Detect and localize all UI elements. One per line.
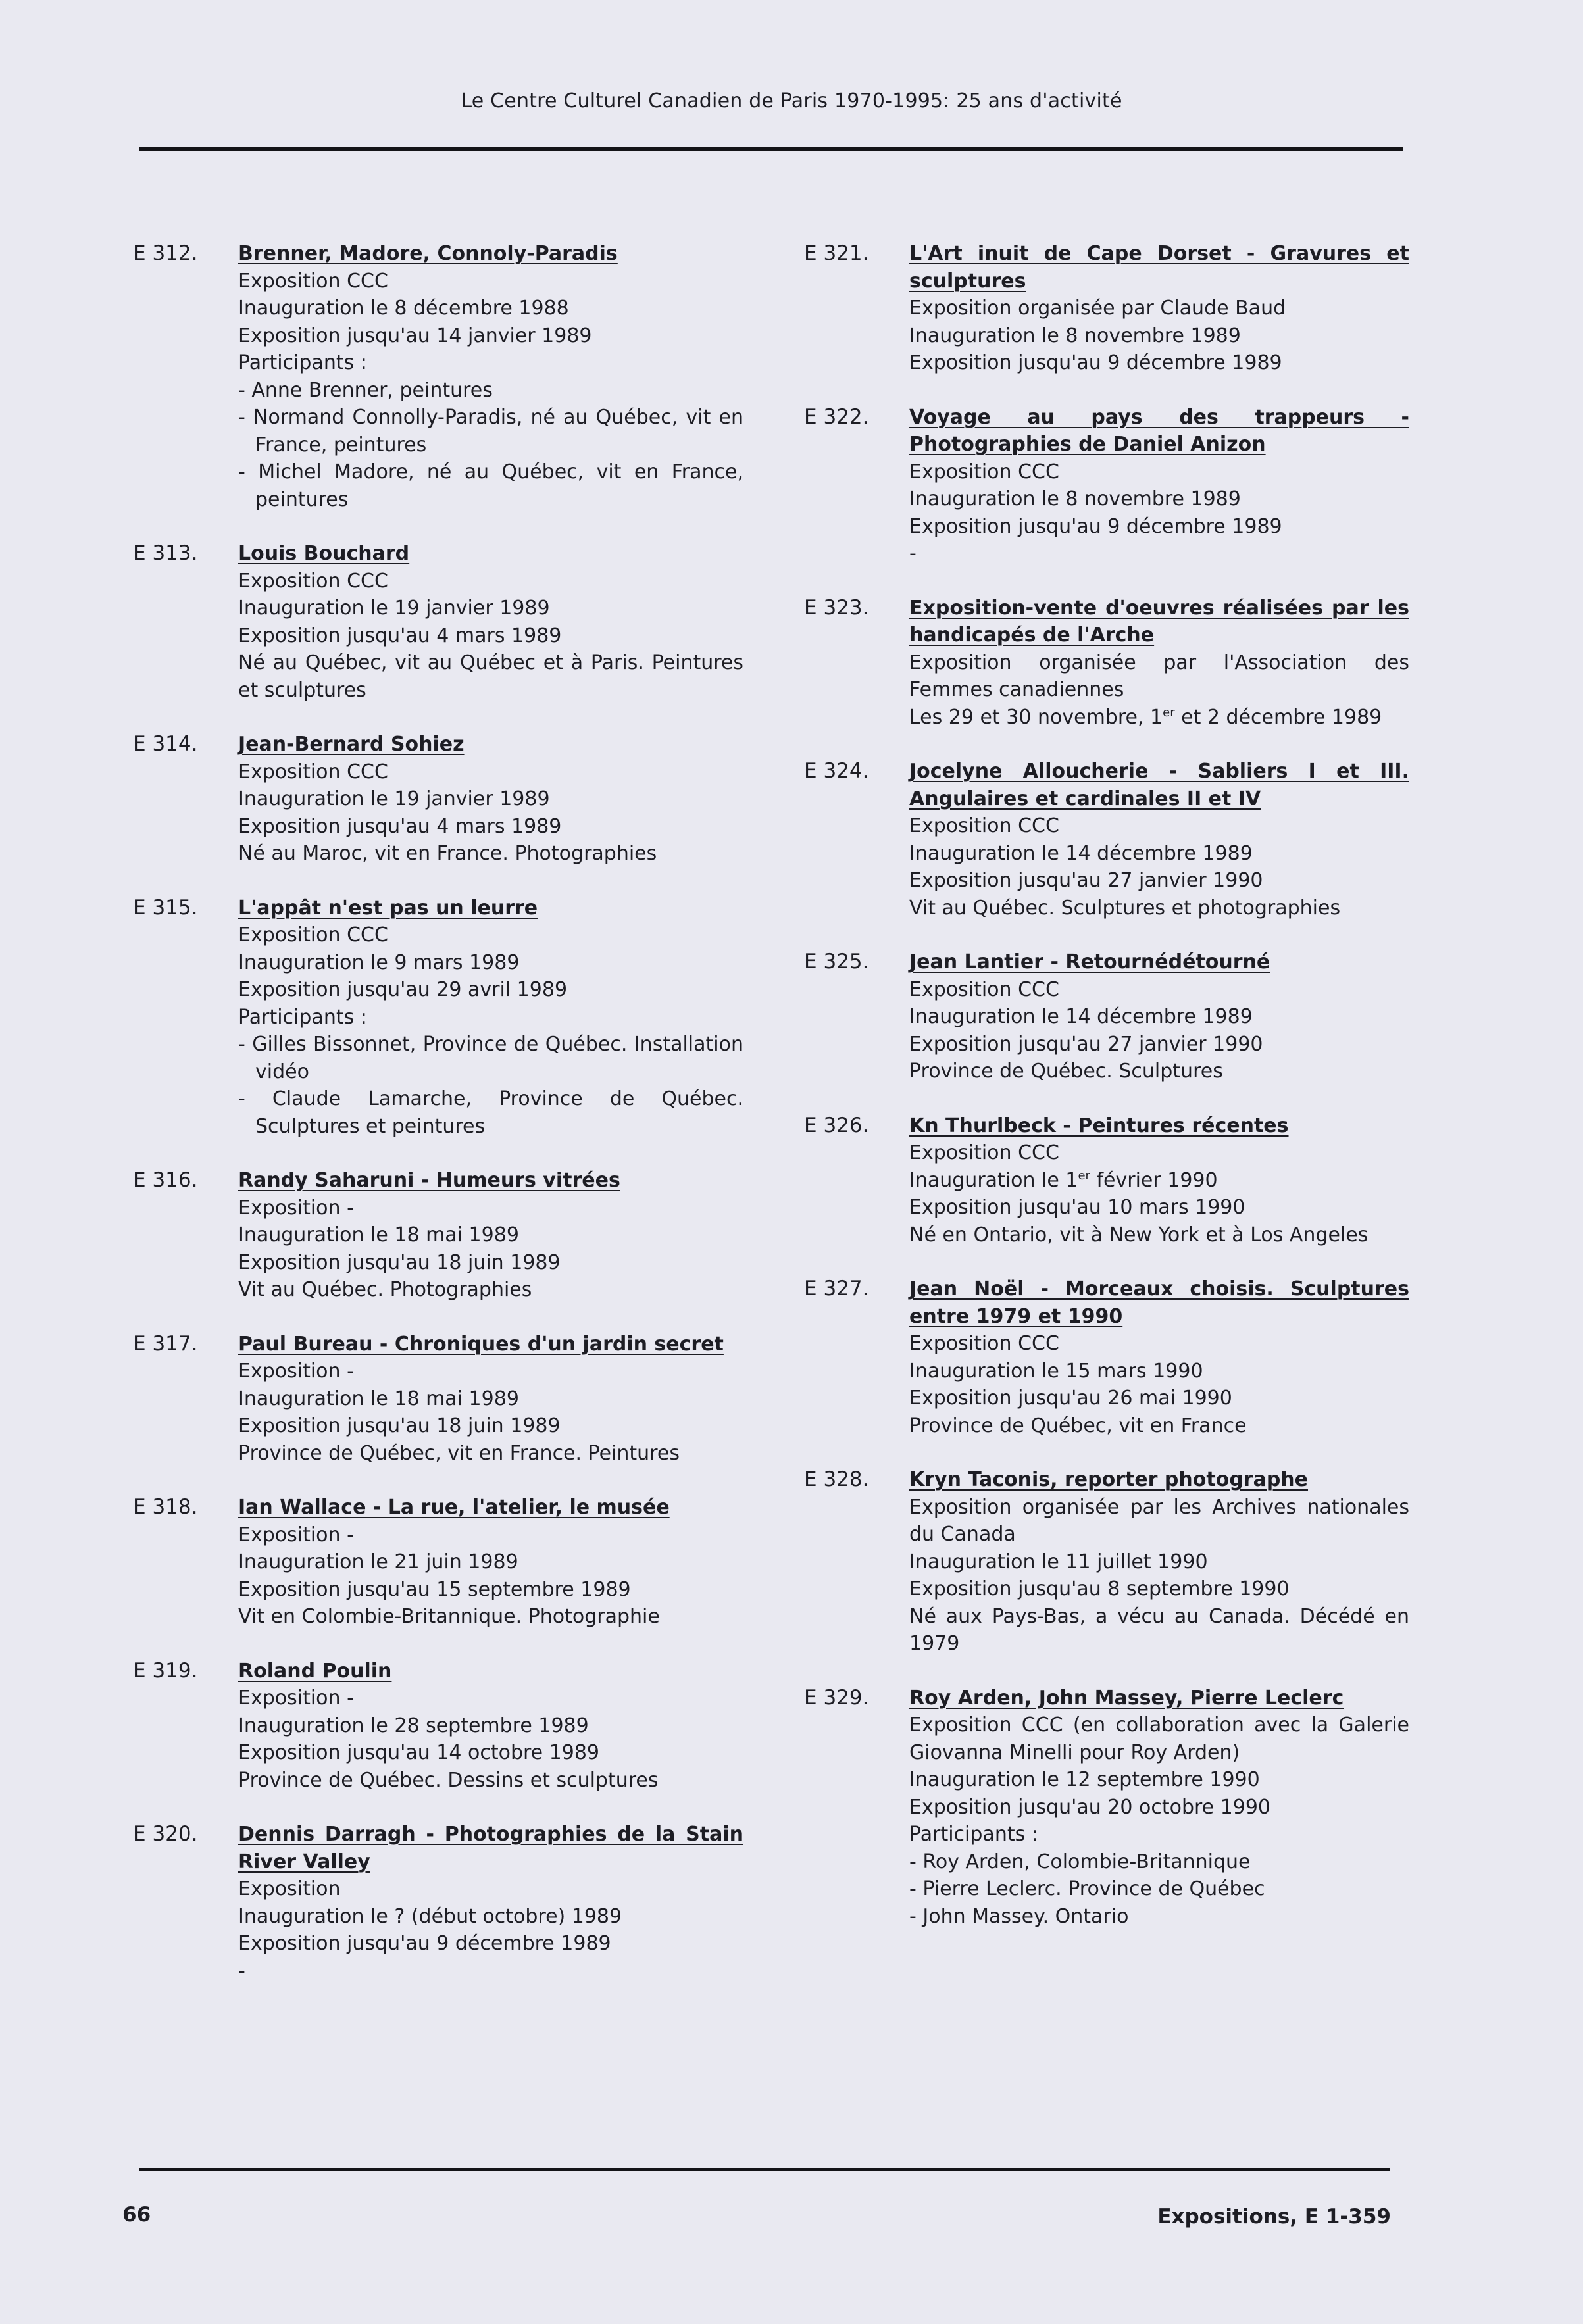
- entry-line: Exposition jusqu'au 20 octobre 1990: [909, 1795, 1271, 1819]
- entry-line: - Gilles Bissonnet, Province de Québec. Installation vidéo: [238, 1033, 743, 1083]
- exhibition-entry: [804, 240, 1409, 377]
- entry-line: Né en Ontario, vit à New York et à Los Angeles: [909, 1223, 1369, 1247]
- entry-number: E 326.: [804, 1113, 869, 1137]
- entry-details: [238, 1685, 743, 1794]
- exhibition-entry: [804, 1685, 1409, 1931]
- exhibition-entry: [125, 540, 743, 704]
- entry-number: E 319.: [133, 1658, 198, 1683]
- entry-line: Exposition organisée par Claude Baud: [909, 297, 1286, 320]
- entry-number: E 318.: [133, 1495, 198, 1519]
- entry-line: Participants :: [238, 1005, 367, 1029]
- entry-line: Inauguration le 9 mars 1989: [238, 951, 520, 974]
- entry-line: Exposition jusqu'au 29 avril 1989: [238, 978, 568, 1001]
- entry-line: Exposition CCC: [909, 1332, 1059, 1355]
- entry-details: [238, 1358, 743, 1467]
- exhibition-entry: [125, 240, 743, 513]
- entry-line: Inauguration le 18 mai 1989: [238, 1224, 519, 1247]
- entry-line: Inauguration le 18 mai 1989: [238, 1387, 519, 1410]
- entry-line: Exposition CCC: [238, 269, 388, 293]
- entry-line: Exposition jusqu'au 8 septembre 1990: [909, 1577, 1290, 1600]
- entry-number: E 328.: [804, 1468, 869, 1491]
- entry-number: E 317.: [133, 1331, 198, 1356]
- exhibition-entry: [125, 895, 743, 1141]
- entry-line: Exposition -: [238, 1523, 354, 1546]
- entry-line: Province de Québec, vit en France: [909, 1414, 1247, 1437]
- header-rule: [139, 147, 1403, 151]
- entry-title: Randy Saharuni - Humeurs vitrées: [238, 1169, 620, 1192]
- entry-line: Exposition organisée par les Archives nationales du Canada: [909, 1495, 1409, 1546]
- entry-line: Exposition jusqu'au 4 mars 1989: [238, 624, 562, 647]
- entry-line: Exposition -: [238, 1196, 354, 1220]
- entry-details: [238, 922, 743, 1140]
- entry-line: -: [238, 1959, 245, 1983]
- exhibition-entry: [804, 595, 1409, 731]
- entry-details: [238, 268, 743, 514]
- entry-line: Inauguration le 1er février 1990: [909, 1168, 1218, 1192]
- entry-line: - Normand Connolly-Paradis, né au Québec, vit en France, peintures: [238, 406, 743, 457]
- entry-number: E 315.: [133, 895, 198, 920]
- entry-title: Jean-Bernard Sohiez: [238, 733, 465, 756]
- entry-line: - John Massey. Ontario: [909, 1904, 1129, 1928]
- entry-line: - Pierre Leclerc. Province de Québec: [909, 1877, 1265, 1900]
- entry-number: E 314.: [133, 732, 198, 756]
- entry-line: Exposition CCC: [238, 569, 388, 593]
- entry-line: Exposition CCC: [909, 977, 1059, 1001]
- entry-line: Vit en Colombie-Britannique. Photographie: [238, 1605, 660, 1628]
- entry-line: - Claude Lamarche, Province de Québec. Sculptures et peintures: [238, 1087, 743, 1138]
- entry-line: - Anne Brenner, peintures: [238, 378, 493, 402]
- entry-line: Né au Maroc, vit en France. Photographies: [238, 842, 657, 865]
- entry-line: Inauguration le 15 mars 1990: [909, 1359, 1203, 1383]
- entry-line: Exposition jusqu'au 27 janvier 1990: [909, 869, 1263, 892]
- entry-number: E 322.: [804, 405, 869, 429]
- entry-number: E 320.: [133, 1822, 198, 1846]
- entry-title: Kryn Taconis, reporter photographe: [909, 1468, 1309, 1491]
- exhibition-entry: [804, 1466, 1409, 1658]
- entry-title: Brenner, Madore, Connoly-Paradis: [238, 242, 618, 265]
- entry-number: E 312.: [133, 241, 198, 265]
- entry-line: Exposition CCC: [909, 814, 1059, 837]
- entry-line: Inauguration le 11 juillet 1990: [909, 1550, 1208, 1573]
- entry-line: Province de Québec. Dessins et sculptures: [238, 1768, 659, 1792]
- entry-line: Exposition: [238, 1877, 341, 1900]
- entry-details: [909, 1330, 1409, 1439]
- entry-details: [909, 458, 1409, 568]
- entry-details: [909, 1712, 1409, 1930]
- entry-line: Inauguration le 8 novembre 1989: [909, 487, 1241, 510]
- right-column: [804, 240, 1409, 1957]
- entry-title: Paul Bureau - Chroniques d'un jardin secret: [238, 1332, 724, 1356]
- entry-number: E 323.: [804, 595, 869, 620]
- entry-line: Vit au Québec. Photographies: [238, 1278, 532, 1301]
- entry-line: Inauguration le 12 septembre 1990: [909, 1768, 1260, 1791]
- entry-line: Né aux Pays-Bas, a vécu au Canada. Décédé en 1979: [909, 1604, 1409, 1655]
- entry-line: Exposition jusqu'au 18 juin 1989: [238, 1414, 561, 1437]
- entry-line: Les 29 et 30 novembre, 1er et 2 décembre 1989: [909, 705, 1382, 729]
- entry-line: Inauguration le ? (début octobre) 1989: [238, 1904, 622, 1928]
- entry-details: [909, 649, 1409, 731]
- entry-line: Exposition jusqu'au 15 septembre 1989: [238, 1577, 631, 1601]
- entry-line: Province de Québec, vit en France. Peintures: [238, 1441, 680, 1465]
- page-number: 66: [122, 2203, 151, 2227]
- section-range: Expositions, E 1-359: [1157, 2205, 1391, 2229]
- entry-line: Exposition organisée par l'Association des Femmes canadiennes: [909, 651, 1409, 701]
- entry-number: E 321.: [804, 241, 869, 265]
- entry-details: [238, 1875, 743, 1985]
- entry-line: Exposition jusqu'au 4 mars 1989: [238, 814, 562, 838]
- entry-details: [909, 1139, 1409, 1249]
- entry-title: Voyage au pays des trappeurs - Photographies de Daniel Anizon: [909, 405, 1409, 456]
- entry-title: Dennis Darragh - Photographies de la Stain River Valley: [238, 1823, 743, 1873]
- entry-line: Province de Québec. Sculptures: [909, 1060, 1223, 1083]
- entry-line: Vit au Québec. Sculptures et photographies: [909, 896, 1341, 920]
- exhibition-entry: [125, 1821, 743, 1985]
- entry-line: Inauguration le 21 juin 1989: [238, 1550, 518, 1573]
- entry-title: Kn Thurlbeck - Peintures récentes: [909, 1114, 1289, 1137]
- entry-line: Exposition CCC: [909, 1141, 1059, 1164]
- entry-number: E 313.: [133, 541, 198, 565]
- entry-line: Inauguration le 19 janvier 1989: [238, 787, 550, 810]
- entry-line: Inauguration le 19 janvier 1989: [238, 597, 550, 620]
- exhibition-entry: [804, 758, 1409, 922]
- entry-title: Jean Lantier - Retournédétourné: [909, 951, 1270, 974]
- entry-line: Exposition CCC: [909, 460, 1059, 483]
- entry-line: Exposition jusqu'au 18 juin 1989: [238, 1250, 561, 1274]
- exhibition-entry: [804, 1112, 1409, 1249]
- entry-title: Jean Noël - Morceaux choisis. Sculptures entre 1979 et 1990: [909, 1277, 1409, 1328]
- entry-line: Participants :: [238, 351, 367, 374]
- entry-line: Participants :: [909, 1823, 1038, 1846]
- exhibition-entry: [125, 731, 743, 868]
- entry-line: Inauguration le 28 septembre 1989: [238, 1714, 589, 1737]
- entry-details: [238, 758, 743, 868]
- entry-title: Roy Arden, John Massey, Pierre Leclerc: [909, 1686, 1344, 1710]
- entry-line: Exposition jusqu'au 14 octobre 1989: [238, 1741, 600, 1764]
- exhibition-entry: [125, 1658, 743, 1794]
- entry-details: [909, 812, 1409, 922]
- entry-title: Louis Bouchard: [238, 542, 410, 565]
- exhibition-entry: [125, 1494, 743, 1631]
- entry-line: Exposition jusqu'au 10 mars 1990: [909, 1196, 1245, 1219]
- entry-line: -: [909, 542, 917, 565]
- entry-line: Exposition CCC (en collaboration avec la Galerie Giovanna Minelli pour Roy Arden): [909, 1714, 1409, 1764]
- entry-title: L'appât n'est pas un leurre: [238, 896, 538, 920]
- entry-number: E 316.: [133, 1168, 198, 1192]
- entry-number: E 329.: [804, 1685, 869, 1710]
- entry-line: Inauguration le 8 décembre 1988: [238, 297, 569, 320]
- entry-line: Né au Québec, vit au Québec et à Paris. Peintures et sculptures: [238, 651, 743, 702]
- entry-title: Jocelyne Alloucherie - Sabliers I et III. Angulaires et cardinales II et IV: [909, 760, 1409, 810]
- entry-line: Exposition CCC: [238, 924, 388, 947]
- entry-line: Exposition jusqu'au 14 janvier 1989: [238, 324, 592, 347]
- entry-line: Exposition jusqu'au 9 décembre 1989: [238, 1932, 611, 1955]
- left-column: [125, 240, 743, 2012]
- entry-title: Ian Wallace - La rue, l'atelier, le musée: [238, 1496, 670, 1519]
- entry-number: E 327.: [804, 1277, 869, 1300]
- exhibition-entry: [804, 404, 1409, 568]
- entry-line: - Michel Madore, né au Québec, vit en France, peintures: [238, 460, 743, 511]
- entry-details: [238, 1195, 743, 1304]
- entry-line: Inauguration le 8 novembre 1989: [909, 324, 1241, 347]
- entry-line: Inauguration le 14 décembre 1989: [909, 1005, 1253, 1028]
- entry-line: Exposition jusqu'au 9 décembre 1989: [909, 514, 1282, 538]
- entry-details: [238, 568, 743, 705]
- page-header-title: Le Centre Culturel Canadien de Paris 1970-1995: 25 ans d'activité: [461, 89, 1122, 112]
- entry-line: - Roy Arden, Colombie-Britannique: [909, 1850, 1251, 1873]
- footer-rule: [139, 2168, 1390, 2171]
- entry-line: Exposition jusqu'au 27 janvier 1990: [909, 1032, 1263, 1056]
- entry-details: [909, 1494, 1409, 1658]
- entry-title: Exposition-vente d'oeuvres réalisées par les handicapés de l'Arche: [909, 596, 1409, 647]
- entry-line: Exposition jusqu'au 26 mai 1990: [909, 1387, 1232, 1410]
- entry-number: E 324.: [804, 759, 869, 783]
- exhibition-entry: [125, 1331, 743, 1468]
- entry-title: L'Art inuit de Cape Dorset - Gravures et sculptures: [909, 242, 1409, 293]
- entry-line: Exposition CCC: [238, 760, 388, 783]
- entry-line: Inauguration le 14 décembre 1989: [909, 841, 1253, 865]
- entry-details: [238, 1521, 743, 1631]
- exhibition-entry: [804, 1275, 1409, 1439]
- entry-title: Roland Poulin: [238, 1659, 392, 1683]
- entry-details: [909, 295, 1409, 377]
- entry-line: Exposition jusqu'au 9 décembre 1989: [909, 351, 1282, 374]
- exhibition-entry: [804, 949, 1409, 1085]
- entry-line: Exposition -: [238, 1360, 354, 1383]
- entry-number: E 325.: [804, 950, 869, 974]
- entry-details: [909, 976, 1409, 1085]
- entry-line: Exposition -: [238, 1687, 354, 1710]
- exhibition-entry: [125, 1167, 743, 1304]
